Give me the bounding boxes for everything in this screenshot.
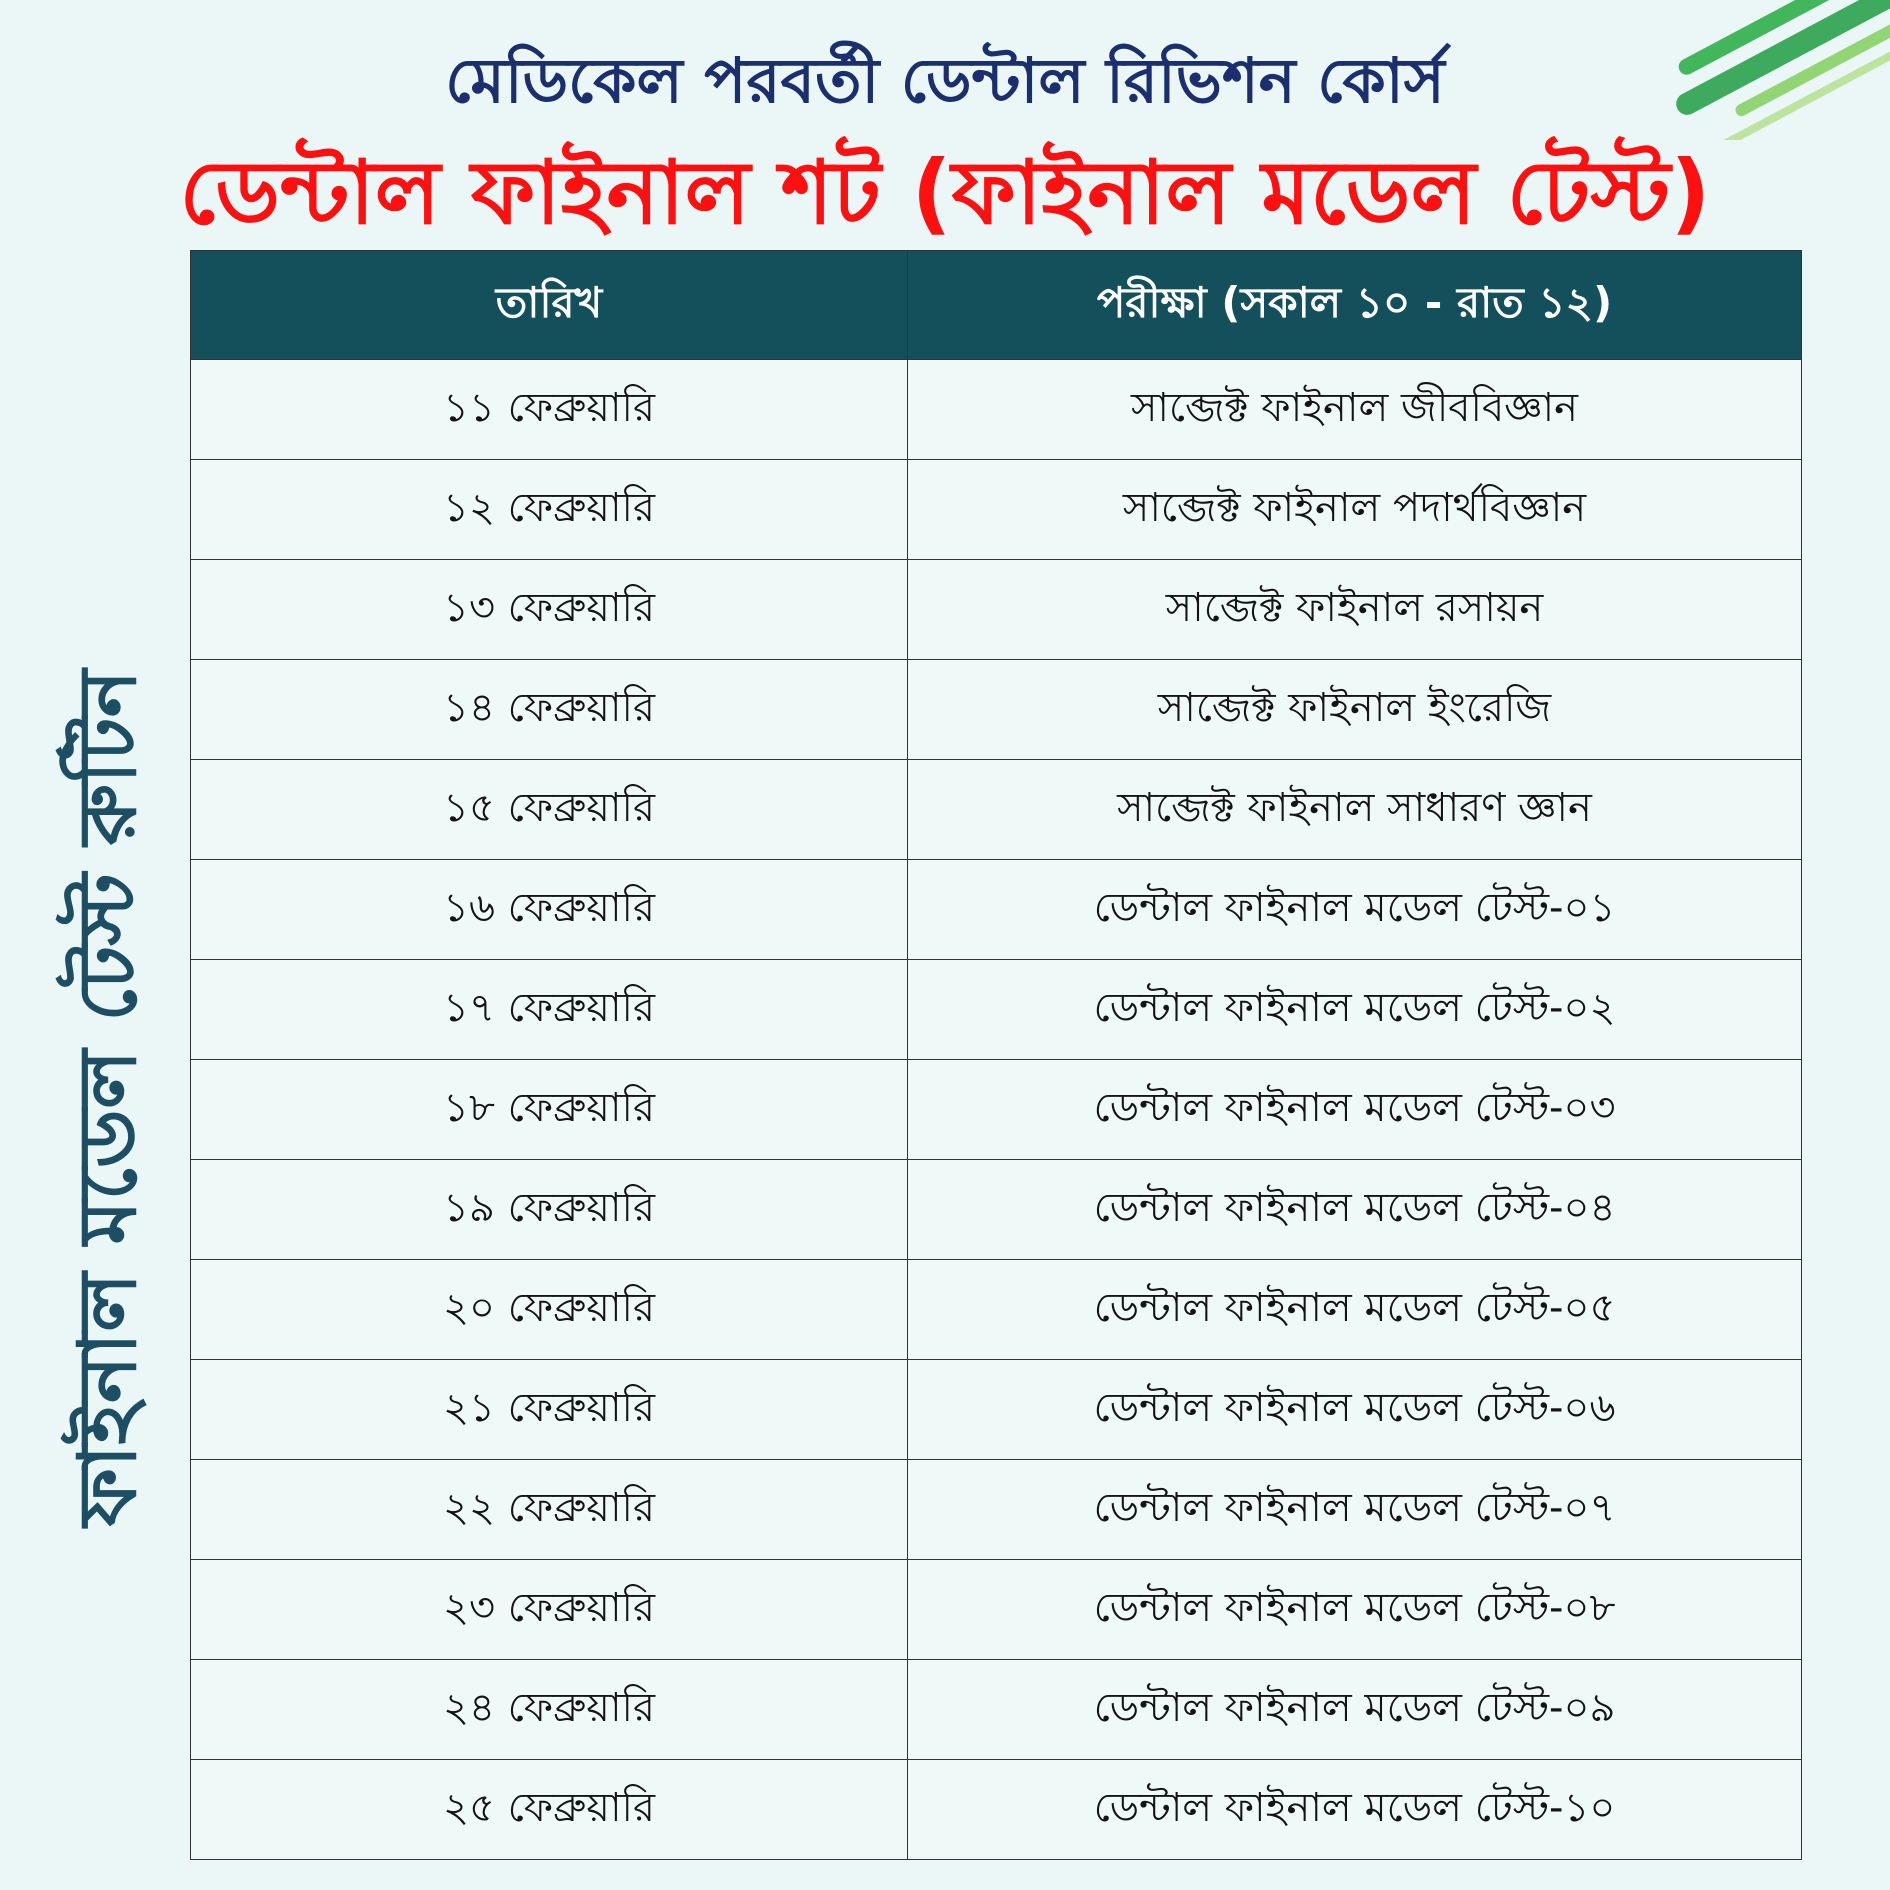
table-row [191,1360,1802,1460]
program-title: ডেন্টাল ফাইনাল শট (ফাইনাল মডেল টেস্ট) [179,141,1711,244]
date-cell: ২৩ ফেব্রুয়ারি [191,1560,908,1660]
table-row [191,860,1802,960]
date-cell: ১৬ ফেব্রুয়ারি [191,860,908,960]
routine-table [190,250,1802,1860]
exam-cell: সাব্জেক্ট ফাইনাল পদার্থবিজ্ঞান [908,460,1802,560]
table-row [191,460,1802,560]
date-cell: ২০ ফেব্রুয়ারি [191,1260,908,1360]
exam-cell: ডেন্টাল ফাইনাল মডেল টেস্ট-০৯ [908,1660,1802,1760]
table-row [191,960,1802,1060]
table-row [191,660,1802,760]
date-cell: ২৪ ফেব্রুয়ারি [191,1660,908,1760]
exam-cell: সাব্জেক্ট ফাইনাল সাধারণ জ্ঞান [908,760,1802,860]
exam-cell: ডেন্টাল ফাইনাল মডেল টেস্ট-০৪ [908,1160,1802,1260]
exam-cell: ডেন্টাল ফাইনাল মডেল টেস্ট-০৮ [908,1560,1802,1660]
table-row [191,1560,1802,1660]
table-row [191,760,1802,860]
exam-cell: সাব্জেক্ট ফাইনাল রসায়ন [908,560,1802,660]
table-row [191,1460,1802,1560]
date-cell: ১৯ ফেব্রুয়ারি [191,1160,908,1260]
date-cell: ১৭ ফেব্রুয়ারি [191,960,908,1060]
table-header-row [191,251,1802,360]
exam-cell: ডেন্টাল ফাইনাল মডেল টেস্ট-১০ [908,1760,1802,1860]
course-title: মেডিকেল পরবর্তী ডেন্টাল রিভিশন কোর্স [445,44,1445,117]
exam-cell: সাব্জেক্ট ফাইনাল জীববিজ্ঞান [908,360,1802,460]
date-cell: ১৪ ফেব্রুয়ারি [191,660,908,760]
date-cell: ১৮ ফেব্রুয়ারি [191,1060,908,1160]
date-cell: ১১ ফেব্রুয়ারি [191,360,908,460]
date-cell: ১৫ ফেব্রুয়ারি [191,760,908,860]
exam-cell: ডেন্টাল ফাইনাল মডেল টেস্ট-০১ [908,860,1802,960]
date-cell: ২২ ফেব্রুয়ারি [191,1460,908,1560]
table-row [191,360,1802,460]
date-cell: ২১ ফেব্রুয়ারি [191,1360,908,1460]
table-row [191,1660,1802,1760]
date-cell: ১২ ফেব্রুয়ারি [191,460,908,560]
table-row [191,1160,1802,1260]
date-cell: ২৫ ফেব্রুয়ারি [191,1760,908,1860]
exam-cell: ডেন্টাল ফাইনাল মডেল টেস্ট-০৬ [908,1360,1802,1460]
exam-cell: ডেন্টাল ফাইনাল মডেল টেস্ট-০৭ [908,1460,1802,1560]
exam-cell: ডেন্টাল ফাইনাল মডেল টেস্ট-০৩ [908,1060,1802,1160]
exam-cell: ডেন্টাল ফাইনাল মডেল টেস্ট-০২ [908,960,1802,1060]
date-cell: ১৩ ফেব্রুয়ারি [191,560,908,660]
table-row [191,1260,1802,1360]
side-title: ফাইনাল মডেল টেস্ট রুটিন [61,669,154,1527]
date-column-header: তারিখ [191,251,908,360]
exam-column-header: পরীক্ষা (সকাল ১০ - রাত ১২) [908,251,1802,360]
exam-cell: সাব্জেক্ট ফাইনাল ইংরেজি [908,660,1802,760]
table-row [191,1060,1802,1160]
exam-cell: ডেন্টাল ফাইনাল মডেল টেস্ট-০৫ [908,1260,1802,1360]
table-row [191,1760,1802,1860]
table-row [191,560,1802,660]
